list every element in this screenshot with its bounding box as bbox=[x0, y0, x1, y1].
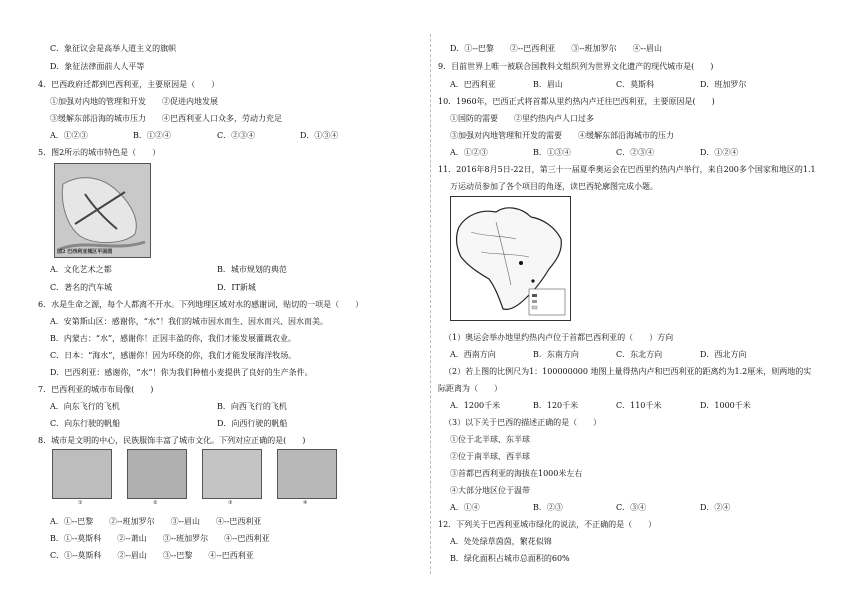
q6-option-a: A．安第斯山区：感谢你，“水”！我们的城市因水而生、因水而兴、因水而美。 bbox=[50, 317, 328, 326]
q7-option-c: C．向东行驶的帆船 bbox=[50, 419, 121, 428]
q9-option-c: C．莫斯科 bbox=[616, 80, 655, 89]
s3-option-b: B．②③ bbox=[533, 503, 563, 512]
q10-option-c: C．②③④ bbox=[616, 148, 655, 157]
s3-statement-3: ③首都巴西利亚的海拔在1000米左右 bbox=[450, 469, 583, 478]
q4-option-c: C．②③④ bbox=[217, 131, 256, 140]
s3-statement-1: ①位于北半球、东半球 bbox=[450, 435, 530, 444]
q4-statements-1: ①加强对内地的管理和开发 ②促进内地发展 bbox=[50, 97, 218, 106]
q10-option-a: A．①②③ bbox=[450, 148, 488, 157]
q10-statements-2: ③加强对内地管理和开发的需要 ④缓解东部沿海城市的压力 bbox=[450, 131, 674, 140]
sub-question-2-line-1: （2）若上图的比例尺为1：100000000 地图上量得热内卢和巴西利亚的距离约为1.2厘米，则两地的实 bbox=[444, 367, 812, 376]
q7-option-d: D．向西行驶的帆船 bbox=[217, 419, 288, 428]
q6-option-d: D．巴西利亚：感谢你，“水”！你为我们种植小麦提供了良好的生产条件。 bbox=[50, 368, 313, 377]
q10-option-d: D．①②④ bbox=[700, 148, 739, 157]
s2-option-d: D．1000千米 bbox=[700, 401, 751, 410]
question-12: 12．下列关于巴西利亚城市绿化的说法，不正确的是（ ） bbox=[438, 520, 657, 529]
question-7: 7．巴西利亚的城市布局像( ) bbox=[38, 385, 154, 394]
brazil-outline-map bbox=[450, 196, 571, 321]
q6-option-c: C．日本：“海水”，感谢你！因为环绕的你，我们才能发展海洋牧场。 bbox=[50, 351, 297, 360]
q7-option-b: B．向西飞行的飞机 bbox=[217, 402, 287, 411]
q4-option-b: B．①②④ bbox=[133, 131, 171, 140]
question-10: 10．1960年，巴西正式将首都从里约热内卢迁往巴西利亚，主要原因是( ) bbox=[438, 97, 715, 106]
q4-option-a: A．①②③ bbox=[50, 131, 88, 140]
s3-option-d: D．②④ bbox=[700, 503, 731, 512]
s1-option-c: C．东北方向 bbox=[616, 350, 663, 359]
s2-option-a: A．1200千米 bbox=[450, 401, 501, 410]
q3-option-c: C．象征议会是高举人道主义的旗帜 bbox=[50, 44, 177, 53]
question-8: 8．城市是文明的中心，民族服饰丰富了城市文化。下列对应正确的是( ) bbox=[38, 436, 306, 445]
question-5: 5．图2所示的城市特色是（ ） bbox=[38, 148, 161, 157]
q12-option-a: A．处处绿草茵茵，繁花似锦 bbox=[450, 537, 552, 546]
costume-photo-2 bbox=[127, 449, 187, 499]
sub-question-1: （1）奥运会举办地里约热内卢位于首都巴西利亚的（ ）方向 bbox=[444, 333, 674, 342]
question-4: 4．巴西政府迁都到巴西利亚，主要原因是（ ） bbox=[38, 80, 220, 89]
s1-option-b: B．东南方向 bbox=[533, 350, 579, 359]
photo-number-3: ③ bbox=[228, 500, 233, 506]
question-9: 9．目前世界上唯一被联合国教科文组织列为世界文化遗产的现代城市是( ) bbox=[438, 62, 714, 71]
q4-option-d: D．①③④ bbox=[300, 131, 339, 140]
q5-option-c: C．著名的汽车城 bbox=[50, 283, 113, 292]
costume-photo-3 bbox=[202, 449, 262, 499]
q8-option-d: D．①--巴黎 ②--巴西利亚 ③--班加罗尔 ④--眉山 bbox=[450, 44, 663, 53]
question-11-line-2: 万运动员参加了各个项目的角逐，读巴西轮廓图完成小题。 bbox=[450, 182, 658, 191]
q8-option-a: A．①--巴黎 ②--班加罗尔 ③--眉山 ④--巴西利亚 bbox=[50, 517, 262, 526]
map-sketch bbox=[55, 164, 150, 257]
s1-option-d: D．西北方向 bbox=[700, 350, 747, 359]
q8-option-b: B．①--莫斯科 ②--萧山 ③--班加罗尔 ④--巴西利亚 bbox=[50, 534, 270, 543]
s2-option-b: B．120千米 bbox=[533, 401, 579, 410]
q7-option-a: A．向东飞行的飞机 bbox=[50, 402, 120, 411]
figure-2-caption: 图2 巴西利亚城区平面图 bbox=[57, 249, 113, 255]
brasilia-city-plan-image bbox=[54, 163, 151, 258]
sub-question-2-line-2: 际距离为（ ） bbox=[438, 384, 502, 393]
s3-statement-4: ④大部分地区位于温带 bbox=[450, 486, 530, 495]
photo-number-1: ① bbox=[78, 500, 83, 506]
q3-option-d: D．象征法律面前人人平等 bbox=[50, 62, 145, 71]
s2-option-c: C．110千米 bbox=[616, 401, 662, 410]
photo-number-2: ② bbox=[153, 500, 158, 506]
s1-option-a: A．西南方向 bbox=[450, 350, 496, 359]
q10-statements-1: ①国防的需要 ②里约热内卢人口过多 bbox=[450, 114, 594, 123]
q9-option-a: A．巴西利亚 bbox=[450, 80, 496, 89]
q5-option-b: B．城市规划的典范 bbox=[217, 265, 287, 274]
q10-option-b: B．①③④ bbox=[533, 148, 571, 157]
q9-option-d: D．班加罗尔 bbox=[700, 80, 747, 89]
q12-option-b: B．绿化面积占城市总面积的60% bbox=[450, 554, 570, 563]
q5-option-d: D．IT新城 bbox=[217, 283, 256, 292]
q9-option-b: B．眉山 bbox=[533, 80, 563, 89]
column-divider bbox=[430, 34, 431, 574]
costume-photo-4 bbox=[277, 449, 337, 499]
q5-option-a: A．文化艺术之都 bbox=[50, 265, 112, 274]
brazil-map-svg bbox=[451, 197, 570, 320]
q8-option-c: C．①--莫斯科 ②--眉山 ③--巴黎 ④--巴西利亚 bbox=[50, 551, 254, 560]
question-6: 6．水是生命之源，每个人都离不开水。下列地理区域对水的感谢词，贴切的一项是（ ） bbox=[38, 300, 364, 309]
sub-question-3: （3）以下关于巴西的描述正确的是（ ） bbox=[444, 418, 602, 427]
costume-photo-1 bbox=[52, 449, 112, 499]
s3-option-c: C．③④ bbox=[616, 503, 647, 512]
s3-statement-2: ②位于南半球、西半球 bbox=[450, 452, 530, 461]
q6-option-b: B．内蒙古：“水”，感谢你！正因丰盈的你，我们才能发展灌溉农业。 bbox=[50, 334, 297, 343]
q4-statements-2: ③缓解东部沿海的城市压力 ④巴西利亚人口众多，劳动力充足 bbox=[50, 114, 282, 123]
s3-option-a: A．①④ bbox=[450, 503, 480, 512]
question-11-line-1: 11．2016年8月5日-22日，第三十一届夏季奥运会在巴西里约热内卢举行，来自200多个国家和地区的1.1 bbox=[438, 165, 816, 174]
photo-number-4: ④ bbox=[303, 500, 308, 506]
